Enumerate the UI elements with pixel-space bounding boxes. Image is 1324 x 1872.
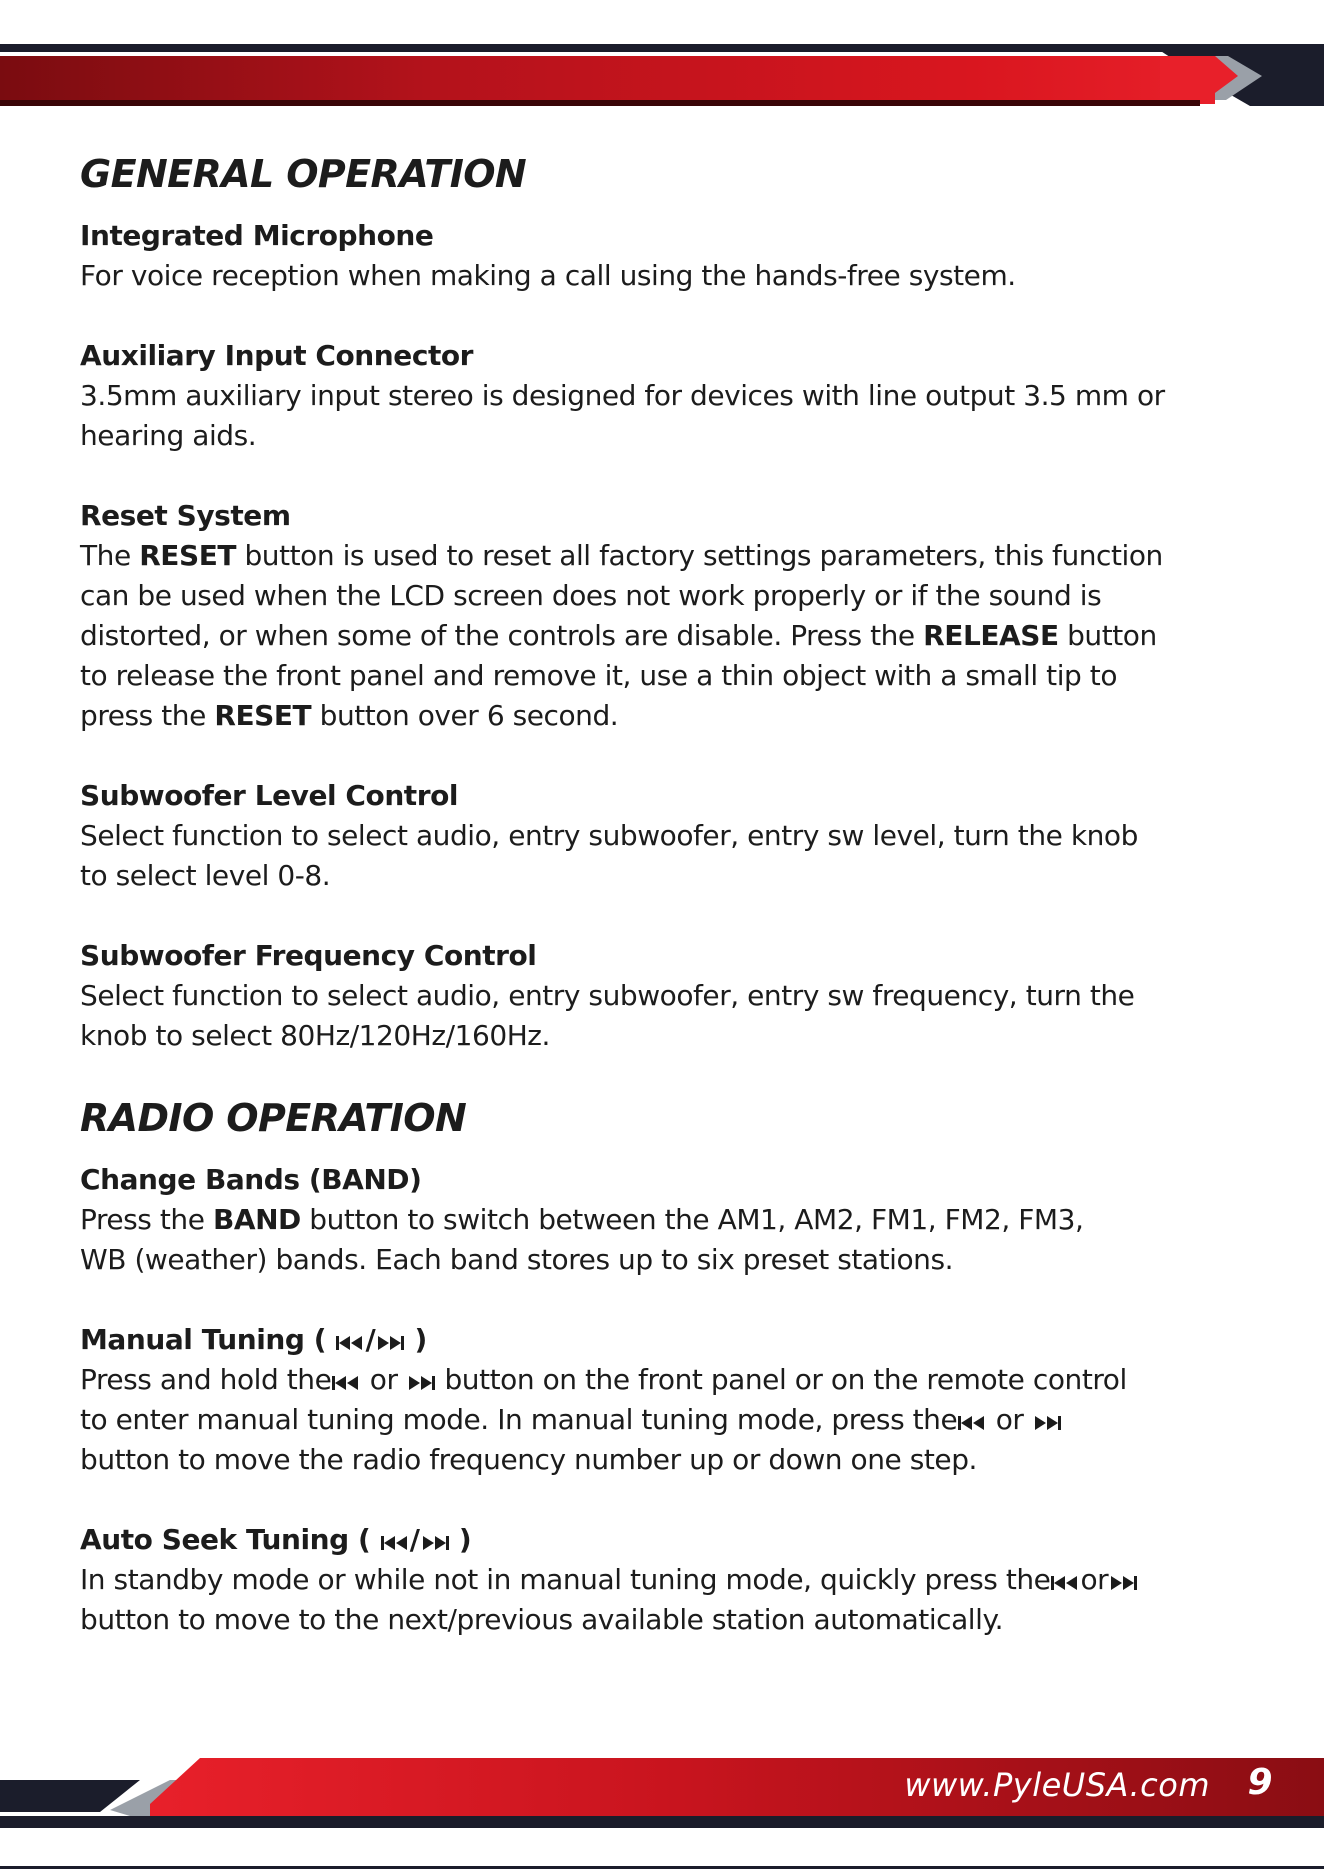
section-title-general-operation: GENERAL OPERATION: [80, 152, 527, 196]
text-segment: button is used to reset all factory settings parameters, this function: [236, 539, 1163, 572]
text-segment: to release the front panel and remove it, use a thin object with a small tip to: [80, 659, 1118, 692]
text-auxiliary-input: [80, 376, 1260, 456]
heading-text: Auto Seek Tuning (: [80, 1523, 371, 1556]
text-segment: button to move the radio frequency number up or down one step.: [80, 1443, 977, 1476]
text-segment: or: [1080, 1563, 1109, 1596]
item-change-bands: [80, 1160, 1260, 1280]
text-segment: button to move to the next/previous available station automatically.: [80, 1603, 1004, 1636]
text-segment: to enter manual tuning mode. In manual tuning mode, press the: [80, 1403, 958, 1436]
item-manual-tuning: [80, 1320, 1260, 1480]
text-line: knob to select 80Hz/120Hz/160Hz.: [80, 1019, 551, 1052]
skip-next-icon: [375, 1329, 405, 1357]
skip-previous-icon: [957, 1409, 987, 1437]
text-line: Select function to select audio, entry subwoofer, entry sw level, turn the knob: [80, 819, 1138, 852]
text-line: hearing aids.: [80, 419, 257, 452]
heading-auto-seek-tuning: [80, 1520, 1260, 1560]
release-button-label: RELEASE: [923, 619, 1059, 652]
text-segment: distorted, or when some of the controls are disable. Press the: [80, 619, 924, 652]
heading-text: ): [458, 1523, 472, 1556]
heading-subwoofer-frequency: Subwoofer Frequency Control: [80, 939, 537, 972]
item-reset-system: [80, 496, 1260, 736]
text-auto-seek-tuning: [80, 1560, 1260, 1640]
heading-auxiliary-input: Auxiliary Input Connector: [80, 339, 474, 372]
text-manual-tuning: [80, 1360, 1260, 1480]
item-auto-seek-tuning: [80, 1520, 1260, 1640]
text-segment: press the: [80, 699, 215, 732]
skip-previous-icon: [1050, 1569, 1080, 1597]
text-segment: In standby mode or while not in manual tuning mode, quickly press the: [80, 1563, 1051, 1596]
heading-text: Manual Tuning (: [80, 1323, 327, 1356]
item-integrated-microphone: [80, 216, 1260, 296]
footer-website: www.PyleUSA.com: [904, 1766, 1210, 1804]
item-auxiliary-input: [80, 336, 1260, 456]
skip-previous-icon: [331, 1369, 361, 1397]
item-subwoofer-frequency: [80, 936, 1260, 1056]
text-segment: Press the: [80, 1203, 213, 1236]
skip-previous-icon: [380, 1529, 410, 1557]
text-segment: or: [987, 1403, 1032, 1436]
text-subwoofer-level: [80, 816, 1260, 896]
heading-subwoofer-level: Subwoofer Level Control: [80, 779, 459, 812]
text-line: to select level 0-8.: [80, 859, 331, 892]
section-title-radio-operation: RADIO OPERATION: [80, 1096, 467, 1140]
text-segment: or: [361, 1363, 407, 1396]
text-line: 3.5mm auxiliary input stereo is designed for devices with line output 3.5 mm or: [80, 379, 1165, 412]
text-subwoofer-frequency: [80, 976, 1260, 1056]
heading-text: ): [414, 1323, 427, 1356]
text-reset-system: [80, 536, 1260, 736]
skip-next-icon: [420, 1529, 450, 1557]
text-line: Select function to select audio, entry subwoofer, entry sw frequency, turn the: [80, 979, 1135, 1012]
reset-button-label: RESET: [139, 539, 237, 572]
heading-manual-tuning: [80, 1320, 1260, 1360]
text-segment: button to switch between the AM1, AM2, FM1, FM2, FM3,: [300, 1203, 1084, 1236]
heading-change-bands: Change Bands (BAND): [80, 1163, 422, 1196]
page-content: [80, 148, 1260, 1640]
text-segment: button on the front panel or on the remote control: [436, 1363, 1127, 1396]
skip-previous-icon: [335, 1329, 365, 1357]
text-segment: WB (weather) bands. Each band stores up to six preset stations.: [80, 1243, 954, 1276]
reset-button-label: RESET: [214, 699, 312, 732]
text-segment: Press and hold the: [80, 1363, 332, 1396]
text-segment: button: [1058, 619, 1157, 652]
heading-reset-system: Reset System: [80, 499, 291, 532]
text-segment: button over 6 second.: [311, 699, 619, 732]
bottom-rule: [0, 1866, 1324, 1869]
page-number: 9: [1247, 1762, 1273, 1803]
heading-separator: /: [365, 1323, 376, 1356]
band-button-label: BAND: [212, 1203, 301, 1236]
skip-next-icon: [1108, 1569, 1138, 1597]
text-segment: can be used when the LCD screen does not work properly or if the sound is: [80, 579, 1102, 612]
heading-separator: /: [409, 1523, 420, 1556]
header-band: [0, 40, 1324, 112]
text-segment: The: [80, 539, 140, 572]
item-subwoofer-level: [80, 776, 1260, 896]
skip-next-icon: [406, 1369, 436, 1397]
heading-integrated-microphone: Integrated Microphone: [80, 219, 434, 252]
text-integrated-microphone: For voice reception when making a call using the hands-free system.: [80, 259, 1016, 292]
skip-next-icon: [1032, 1409, 1062, 1437]
text-change-bands: [80, 1200, 1260, 1280]
